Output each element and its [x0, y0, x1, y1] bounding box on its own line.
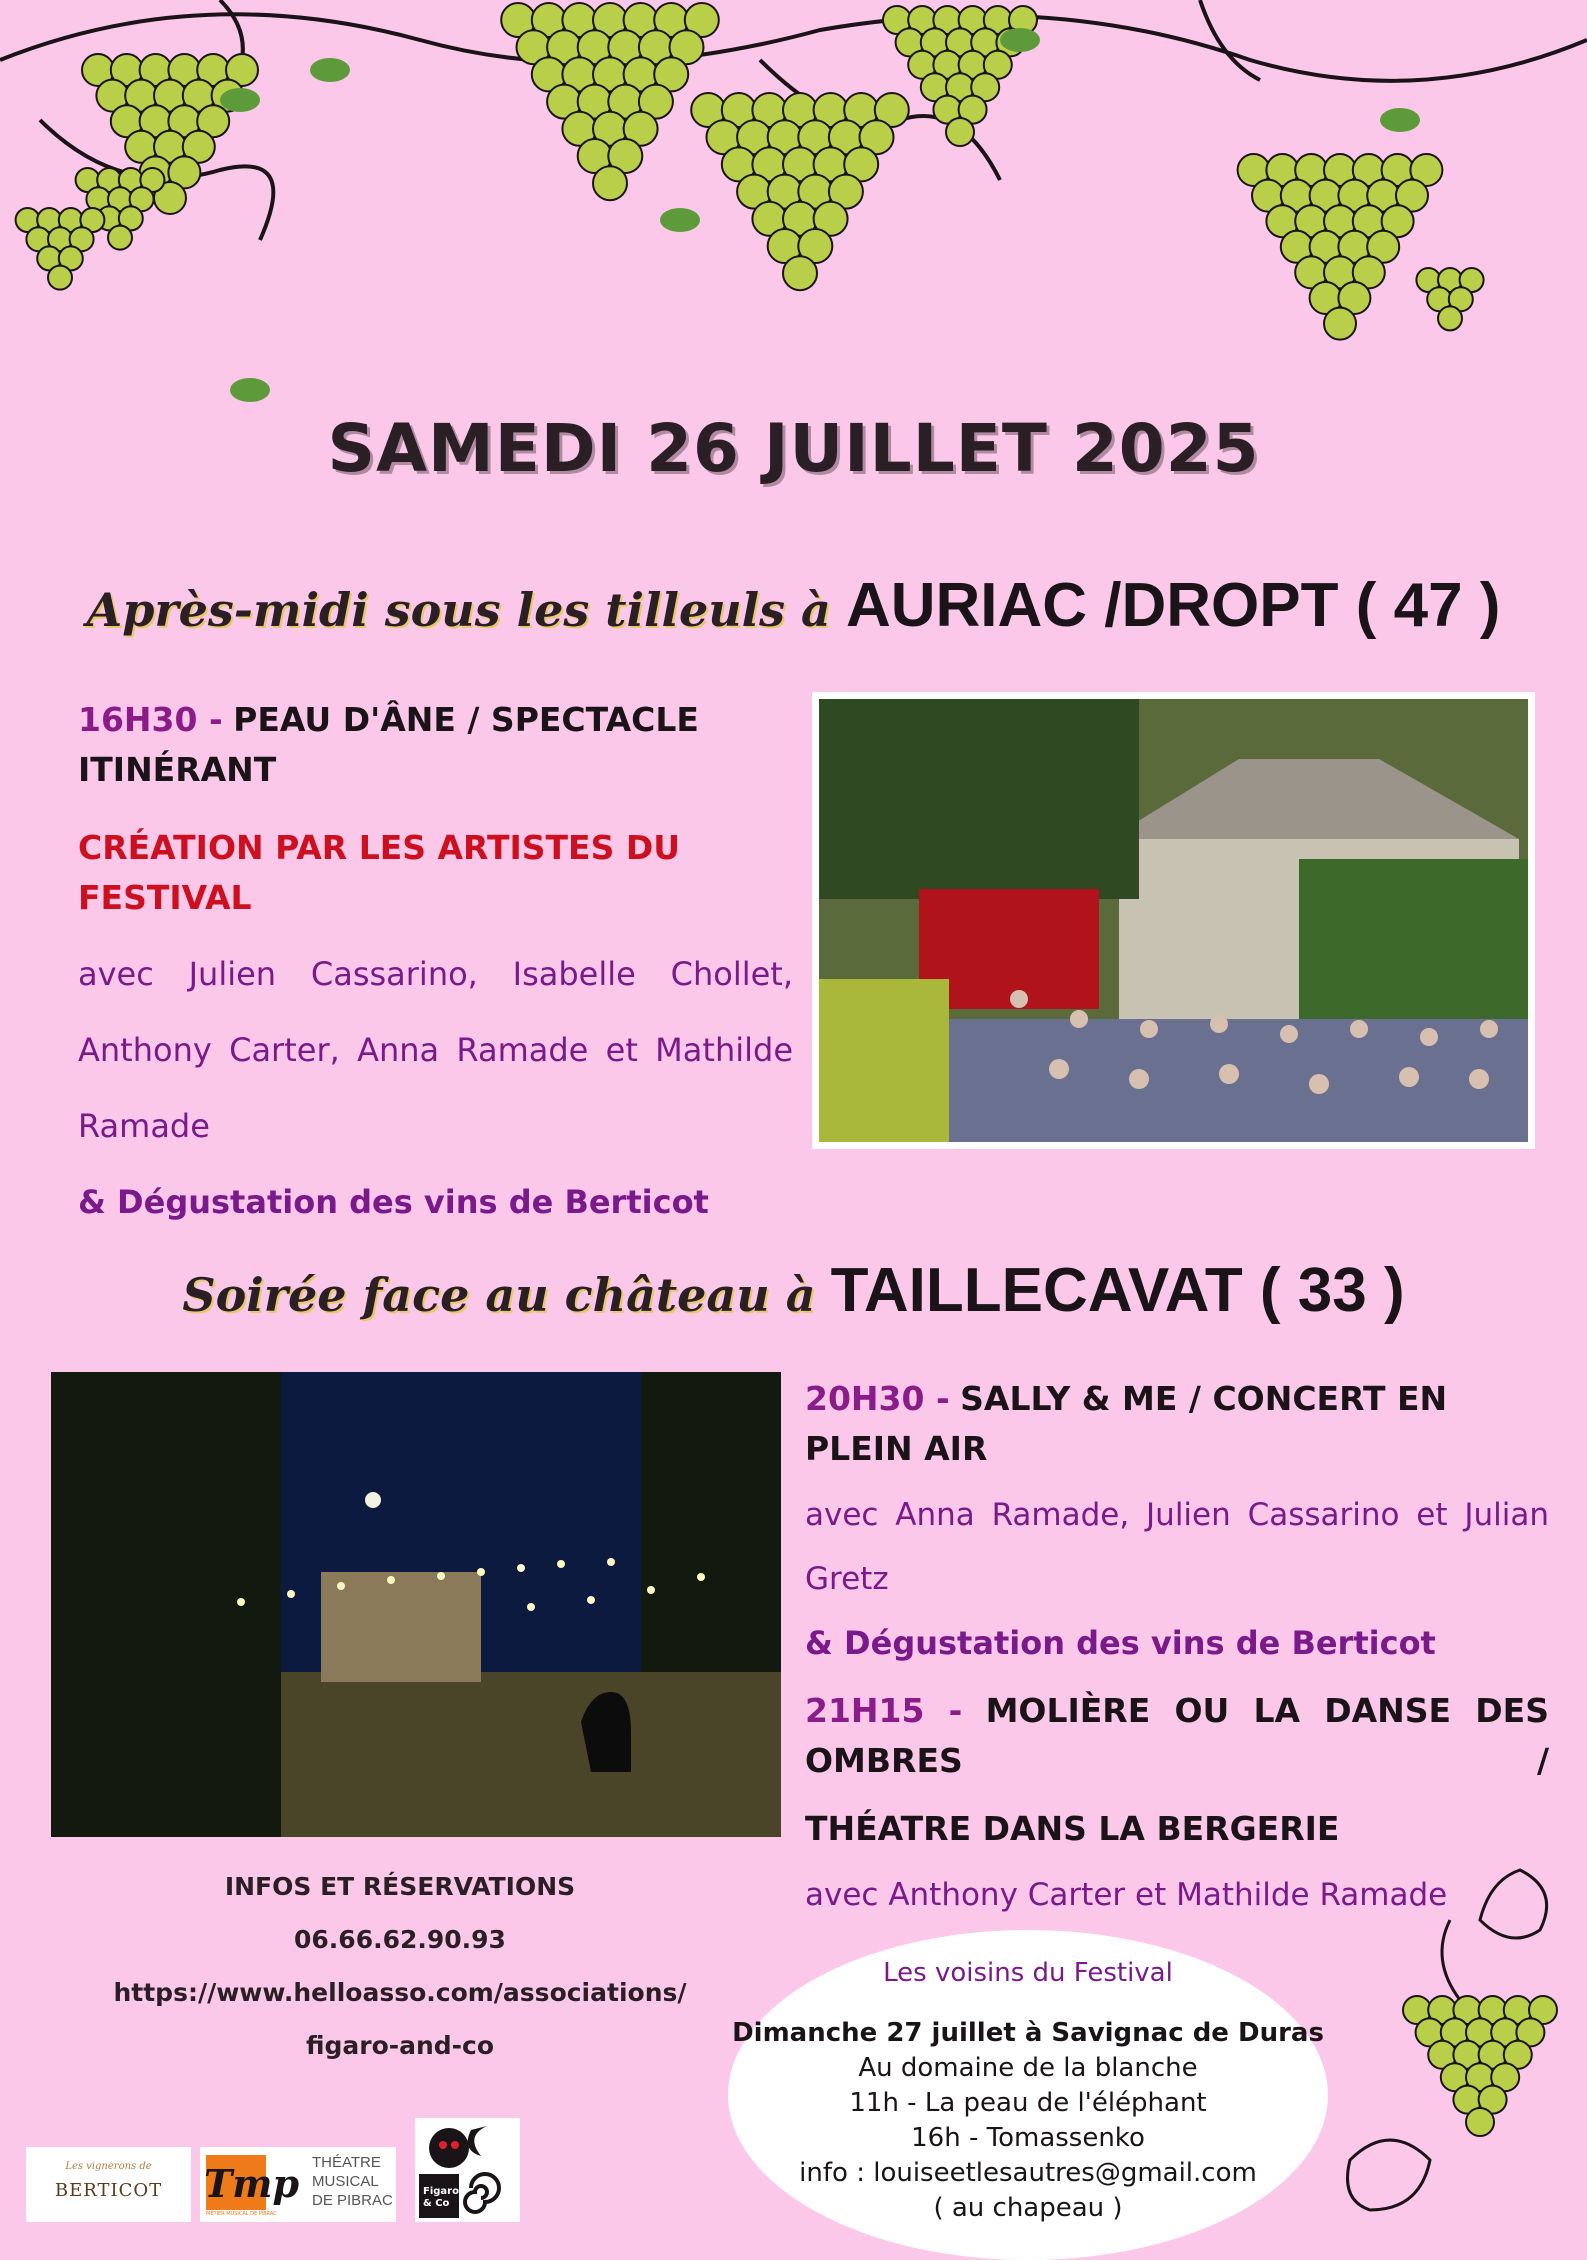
evening-venue: TAILLECAVAT ( 33 ): [830, 1256, 1405, 1325]
grapes-vine-illustration: [0, 0, 1587, 460]
neighbors-line5[interactable]: info : louiseetlesautres@gmail.com: [799, 2158, 1257, 2188]
evening-tasting: & Dégustation des vins de Berticot: [805, 1624, 1436, 1662]
leaf-accent: [1380, 108, 1420, 132]
evening-time1: 20H30 -: [805, 1379, 950, 1418]
infos-title: INFOS ET RÉSERVATIONS: [224, 1872, 576, 1901]
afternoon-script-text: Après-midi sous les tilleuls à: [86, 583, 831, 637]
leaf-accent: [310, 58, 350, 82]
figaro-logo-text: Figaro & Co: [423, 2186, 459, 2209]
afternoon-heading: [0, 570, 1587, 641]
evening-time2: 21H15 -: [805, 1691, 963, 1730]
evening-show2-title-part2: THÉATRE DANS LA BERGERIE: [805, 1809, 1340, 1848]
evening-cast2: avec Anthony Carter et Mathilde Ramade: [805, 1877, 1448, 1913]
infos-url-line1[interactable]: https://www.helloasso.com/associations/: [113, 1978, 687, 2007]
night-castle-photo: [51, 1372, 781, 1837]
grape-berry: [48, 266, 72, 290]
berticot-logo-text: BERTICOT: [54, 2180, 163, 2201]
theatre-musical-pibrac-text: THÉATRE MUSICAL DE PIBRAC: [312, 2154, 393, 2209]
neighbors-line1: Dimanche 27 juillet à Savignac de Duras: [732, 2018, 1324, 2048]
tmp-logo-small: MÉTIER MUSICAL DE PIBRAC: [206, 2211, 277, 2217]
leaf-accent: [1000, 28, 1040, 52]
neighbors-line2: Au domaine de la blanche: [858, 2053, 1198, 2083]
neighbors-line3: 11h - La peau de l'éléphant: [849, 2088, 1207, 2118]
grape-berry: [1324, 308, 1356, 340]
evening-show2-line1: [805, 1686, 1549, 1786]
evening-show2-title-part1: MOLIÈRE OU LA DANSE DES OMBRES /: [805, 1691, 1549, 1780]
evening-cast1-line2: Gretz: [805, 1561, 889, 1597]
evening-script-text: Soirée face au château à: [182, 1268, 816, 1322]
afternoon-show-title: PEAU D'ÂNE / SPECTACLE ITINÉRANT: [78, 700, 699, 789]
berticot-logo-small: Les vignerons de: [65, 2161, 152, 2172]
afternoon-venue: AURIAC /DROPT ( 47 ): [845, 571, 1501, 640]
tmp-logo-text: Tmp: [204, 2161, 300, 2206]
infos-phone: 06.66.62.90.93: [294, 1925, 506, 1954]
afternoon-cast-line1: avec Julien Cassarino, Isabelle Chollet,: [78, 955, 793, 993]
evening-program: [805, 1374, 1549, 1920]
figaro-logo: [415, 2118, 520, 2222]
neighbors-line6: ( au chapeau ): [933, 2193, 1123, 2223]
event-date-title: SAMEDI 26 JUILLET 2025: [327, 410, 1260, 487]
grape-berry: [1438, 306, 1462, 330]
neighbors-block: [728, 1955, 1328, 2226]
evening-photo: [51, 1372, 781, 1837]
afternoon-time: 16H30 -: [78, 700, 223, 739]
neighbors-line4: 16h - Tomassenko: [911, 2123, 1145, 2153]
evening-cast1-line1: avec Anna Ramade, Julien Cassarino et Julian: [805, 1497, 1549, 1533]
evening-show1-title: SALLY & ME / CONCERT EN PLEIN AIR: [805, 1379, 1448, 1468]
afternoon-creation: CRÉATION PAR LES ARTISTES DU FESTIVAL: [78, 828, 681, 917]
grapes-corner-illustration: [1320, 1860, 1587, 2245]
berticot-logo: [26, 2147, 191, 2222]
infos-block: [80, 1860, 720, 2072]
grape-berry: [1466, 2108, 1494, 2136]
evening-show1-line: [805, 1374, 1549, 1474]
grape-berry: [946, 118, 974, 146]
afternoon-photo-frame: [812, 692, 1535, 1149]
afternoon-cast-line3: Ramade: [78, 1107, 210, 1145]
grape-berry: [108, 226, 132, 250]
afternoon-cast-line2: Anthony Carter, Anna Ramade et Mathilde: [78, 1031, 793, 1069]
infos-url-line2[interactable]: figaro-and-co: [305, 2031, 495, 2060]
grape-berry: [783, 256, 817, 290]
leaf-accent: [230, 378, 270, 402]
evening-heading: [0, 1255, 1587, 1326]
theatre-under-trees-photo: [819, 699, 1528, 1142]
afternoon-program: [78, 695, 793, 1227]
afternoon-show-line: [78, 695, 793, 795]
leaf-accent: [660, 208, 700, 232]
leaf-accent: [220, 88, 260, 112]
tmp-logo: [200, 2147, 396, 2222]
grape-berry: [593, 166, 627, 200]
afternoon-tasting: & Dégustation des vins de Berticot: [78, 1183, 709, 1221]
neighbors-title: Les voisins du Festival: [883, 1958, 1173, 1988]
